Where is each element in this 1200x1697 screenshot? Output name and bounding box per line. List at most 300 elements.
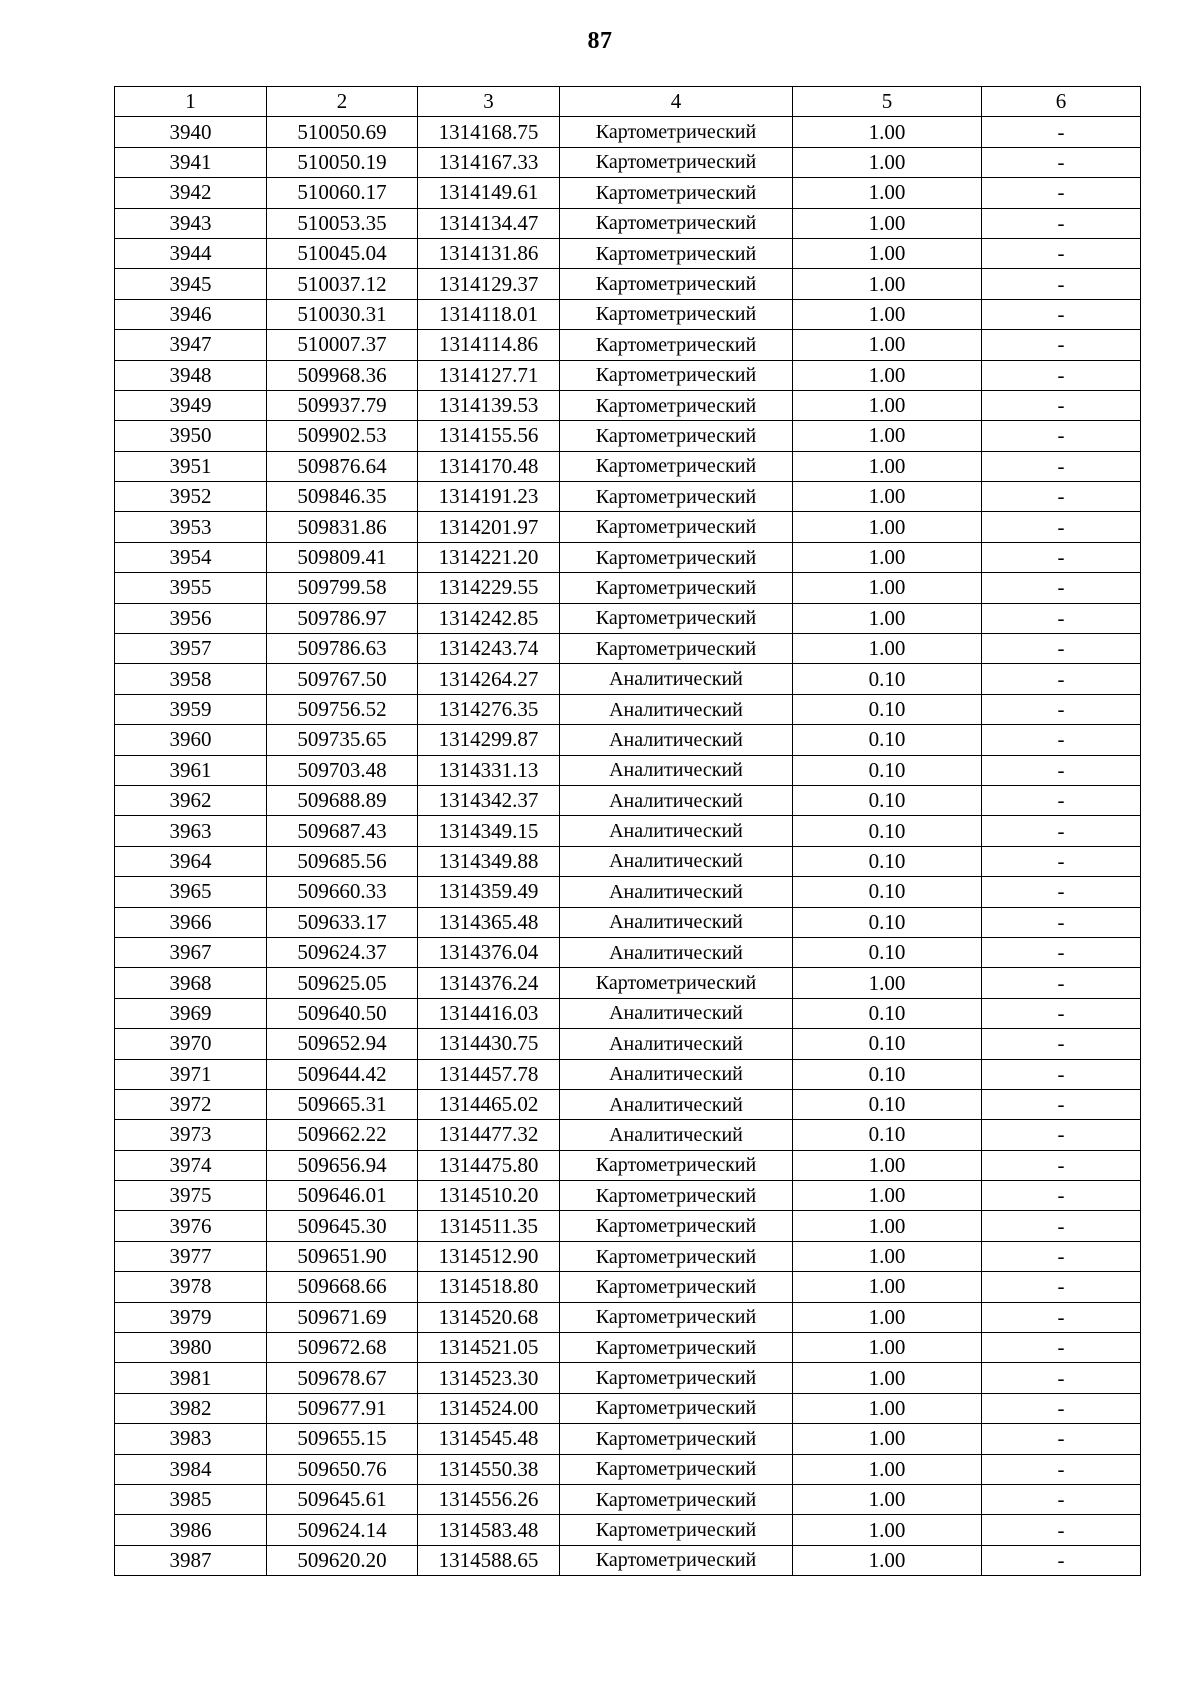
accuracy-cell: 1.00: [793, 299, 982, 329]
x-coordinate-cell: 509645.30: [267, 1211, 418, 1241]
method-cell: Аналитический: [560, 694, 793, 724]
note-cell: -: [982, 542, 1141, 572]
y-coordinate-cell: 1314511.35: [418, 1211, 560, 1241]
note-cell: -: [982, 1120, 1141, 1150]
method-cell: Аналитический: [560, 1059, 793, 1089]
x-coordinate-cell: 509640.50: [267, 998, 418, 1028]
point-number-cell: 3977: [115, 1241, 267, 1271]
y-coordinate-cell: 1314118.01: [418, 299, 560, 329]
accuracy-cell: 1.00: [793, 421, 982, 451]
table-row: [115, 542, 1141, 572]
note-cell: -: [982, 269, 1141, 299]
accuracy-cell: 1.00: [793, 1211, 982, 1241]
y-coordinate-cell: 1314518.80: [418, 1272, 560, 1302]
method-cell: Картометрический: [560, 512, 793, 542]
point-number-cell: 3981: [115, 1363, 267, 1393]
point-number-cell: 3969: [115, 998, 267, 1028]
x-coordinate-cell: 510007.37: [267, 330, 418, 360]
note-cell: -: [982, 1211, 1141, 1241]
y-coordinate-cell: 1314114.86: [418, 330, 560, 360]
table-row: [115, 1089, 1141, 1119]
note-cell: -: [982, 421, 1141, 451]
method-cell: Картометрический: [560, 1515, 793, 1545]
y-coordinate-cell: 1314523.30: [418, 1363, 560, 1393]
note-cell: -: [982, 178, 1141, 208]
x-coordinate-cell: 509662.22: [267, 1120, 418, 1150]
x-coordinate-cell: 509665.31: [267, 1089, 418, 1119]
note-cell: -: [982, 238, 1141, 268]
accuracy-cell: 1.00: [793, 1150, 982, 1180]
y-coordinate-cell: 1314510.20: [418, 1181, 560, 1211]
point-number-cell: 3968: [115, 968, 267, 998]
x-coordinate-cell: 509968.36: [267, 360, 418, 390]
table-row: [115, 1545, 1141, 1575]
point-number-cell: 3961: [115, 755, 267, 785]
table-body: [115, 117, 1141, 1576]
table-row: [115, 1302, 1141, 1332]
x-coordinate-cell: 509660.33: [267, 877, 418, 907]
method-cell: Картометрический: [560, 1150, 793, 1180]
y-coordinate-cell: 1314524.00: [418, 1393, 560, 1423]
point-number-cell: 3955: [115, 573, 267, 603]
point-number-cell: 3953: [115, 512, 267, 542]
x-coordinate-cell: 509786.97: [267, 603, 418, 633]
point-number-cell: 3983: [115, 1424, 267, 1454]
x-coordinate-cell: 510030.31: [267, 299, 418, 329]
table-row: [115, 330, 1141, 360]
x-coordinate-cell: 510050.69: [267, 117, 418, 147]
note-cell: -: [982, 816, 1141, 846]
method-cell: Картометрический: [560, 1393, 793, 1423]
y-coordinate-cell: 1314349.15: [418, 816, 560, 846]
x-coordinate-cell: 509672.68: [267, 1333, 418, 1363]
accuracy-cell: 0.10: [793, 816, 982, 846]
y-coordinate-cell: 1314127.71: [418, 360, 560, 390]
accuracy-cell: 1.00: [793, 269, 982, 299]
accuracy-cell: 1.00: [793, 1333, 982, 1363]
note-cell: -: [982, 1181, 1141, 1211]
point-number-cell: 3973: [115, 1120, 267, 1150]
accuracy-cell: 1.00: [793, 1393, 982, 1423]
column-header: 4: [560, 87, 793, 117]
x-coordinate-cell: 510050.19: [267, 147, 418, 177]
x-coordinate-cell: 509668.66: [267, 1272, 418, 1302]
accuracy-cell: 1.00: [793, 451, 982, 481]
note-cell: -: [982, 634, 1141, 664]
point-number-cell: 3962: [115, 785, 267, 815]
note-cell: -: [982, 998, 1141, 1028]
note-cell: -: [982, 968, 1141, 998]
y-coordinate-cell: 1314550.38: [418, 1454, 560, 1484]
table-row: [115, 785, 1141, 815]
note-cell: -: [982, 1089, 1141, 1119]
accuracy-cell: 1.00: [793, 147, 982, 177]
point-number-cell: 3974: [115, 1150, 267, 1180]
y-coordinate-cell: 1314477.32: [418, 1120, 560, 1150]
y-coordinate-cell: 1314170.48: [418, 451, 560, 481]
method-cell: Картометрический: [560, 1302, 793, 1332]
table-row: [115, 512, 1141, 542]
method-cell: Картометрический: [560, 421, 793, 451]
table-row: [115, 1333, 1141, 1363]
accuracy-cell: 0.10: [793, 998, 982, 1028]
y-coordinate-cell: 1314583.48: [418, 1515, 560, 1545]
y-coordinate-cell: 1314376.24: [418, 968, 560, 998]
table-row: [115, 390, 1141, 420]
note-cell: -: [982, 937, 1141, 967]
y-coordinate-cell: 1314416.03: [418, 998, 560, 1028]
note-cell: -: [982, 1029, 1141, 1059]
method-cell: Картометрический: [560, 208, 793, 238]
note-cell: -: [982, 603, 1141, 633]
x-coordinate-cell: 509677.91: [267, 1393, 418, 1423]
y-coordinate-cell: 1314331.13: [418, 755, 560, 785]
accuracy-cell: 1.00: [793, 208, 982, 238]
note-cell: -: [982, 877, 1141, 907]
method-cell: Картометрический: [560, 238, 793, 268]
table-row: [115, 725, 1141, 755]
method-cell: Аналитический: [560, 1089, 793, 1119]
point-number-cell: 3956: [115, 603, 267, 633]
point-number-cell: 3942: [115, 178, 267, 208]
y-coordinate-cell: 1314365.48: [418, 907, 560, 937]
table-row: [115, 1029, 1141, 1059]
x-coordinate-cell: 509652.94: [267, 1029, 418, 1059]
accuracy-cell: 1.00: [793, 1484, 982, 1514]
point-number-cell: 3948: [115, 360, 267, 390]
table-row: [115, 1515, 1141, 1545]
note-cell: -: [982, 1484, 1141, 1514]
accuracy-cell: 1.00: [793, 117, 982, 147]
table-row: [115, 937, 1141, 967]
y-coordinate-cell: 1314221.20: [418, 542, 560, 572]
point-number-cell: 3971: [115, 1059, 267, 1089]
x-coordinate-cell: 509687.43: [267, 816, 418, 846]
note-cell: -: [982, 1059, 1141, 1089]
method-cell: Картометрический: [560, 573, 793, 603]
method-cell: Аналитический: [560, 877, 793, 907]
y-coordinate-cell: 1314264.27: [418, 664, 560, 694]
x-coordinate-cell: 509678.67: [267, 1363, 418, 1393]
y-coordinate-cell: 1314129.37: [418, 269, 560, 299]
x-coordinate-cell: 509656.94: [267, 1150, 418, 1180]
table-row: [115, 1120, 1141, 1150]
accuracy-cell: 1.00: [793, 1181, 982, 1211]
y-coordinate-cell: 1314229.55: [418, 573, 560, 603]
y-coordinate-cell: 1314588.65: [418, 1545, 560, 1575]
x-coordinate-cell: 509624.14: [267, 1515, 418, 1545]
table-row: [115, 1393, 1141, 1423]
y-coordinate-cell: 1314131.86: [418, 238, 560, 268]
note-cell: -: [982, 1150, 1141, 1180]
note-cell: -: [982, 1393, 1141, 1423]
method-cell: Аналитический: [560, 1120, 793, 1150]
note-cell: -: [982, 1241, 1141, 1271]
accuracy-cell: 1.00: [793, 1302, 982, 1332]
table-row: [115, 1272, 1141, 1302]
note-cell: -: [982, 330, 1141, 360]
accuracy-cell: 0.10: [793, 1059, 982, 1089]
accuracy-cell: 0.10: [793, 755, 982, 785]
y-coordinate-cell: 1314276.35: [418, 694, 560, 724]
y-coordinate-cell: 1314242.85: [418, 603, 560, 633]
method-cell: Картометрический: [560, 968, 793, 998]
method-cell: Картометрический: [560, 299, 793, 329]
y-coordinate-cell: 1314168.75: [418, 117, 560, 147]
method-cell: Аналитический: [560, 998, 793, 1028]
column-header: 5: [793, 87, 982, 117]
header-row: [115, 87, 1141, 117]
y-coordinate-cell: 1314359.49: [418, 877, 560, 907]
accuracy-cell: 0.10: [793, 1029, 982, 1059]
accuracy-cell: 1.00: [793, 390, 982, 420]
table-row: [115, 1424, 1141, 1454]
point-number-cell: 3964: [115, 846, 267, 876]
method-cell: Картометрический: [560, 1454, 793, 1484]
y-coordinate-cell: 1314521.05: [418, 1333, 560, 1363]
accuracy-cell: 1.00: [793, 573, 982, 603]
x-coordinate-cell: 509624.37: [267, 937, 418, 967]
x-coordinate-cell: 509937.79: [267, 390, 418, 420]
y-coordinate-cell: 1314299.87: [418, 725, 560, 755]
accuracy-cell: 1.00: [793, 968, 982, 998]
x-coordinate-cell: 509902.53: [267, 421, 418, 451]
y-coordinate-cell: 1314556.26: [418, 1484, 560, 1514]
accuracy-cell: 0.10: [793, 664, 982, 694]
accuracy-cell: 1.00: [793, 238, 982, 268]
accuracy-cell: 1.00: [793, 1272, 982, 1302]
accuracy-cell: 0.10: [793, 907, 982, 937]
accuracy-cell: 1.00: [793, 1515, 982, 1545]
accuracy-cell: 0.10: [793, 877, 982, 907]
table-row: [115, 451, 1141, 481]
x-coordinate-cell: 509703.48: [267, 755, 418, 785]
table-row: [115, 482, 1141, 512]
note-cell: -: [982, 1333, 1141, 1363]
x-coordinate-cell: 509650.76: [267, 1454, 418, 1484]
accuracy-cell: 1.00: [793, 360, 982, 390]
accuracy-cell: 0.10: [793, 937, 982, 967]
note-cell: -: [982, 1272, 1141, 1302]
table-row: [115, 178, 1141, 208]
y-coordinate-cell: 1314430.75: [418, 1029, 560, 1059]
note-cell: -: [982, 512, 1141, 542]
column-header: 3: [418, 87, 560, 117]
accuracy-cell: 0.10: [793, 725, 982, 755]
note-cell: -: [982, 907, 1141, 937]
y-coordinate-cell: 1314134.47: [418, 208, 560, 238]
table-row: [115, 694, 1141, 724]
method-cell: Картометрический: [560, 451, 793, 481]
accuracy-cell: 1.00: [793, 1424, 982, 1454]
table-row: [115, 208, 1141, 238]
method-cell: Аналитический: [560, 664, 793, 694]
point-number-cell: 3957: [115, 634, 267, 664]
table-row: [115, 664, 1141, 694]
x-coordinate-cell: 509685.56: [267, 846, 418, 876]
point-number-cell: 3984: [115, 1454, 267, 1484]
method-cell: Аналитический: [560, 725, 793, 755]
column-header: 1: [115, 87, 267, 117]
point-number-cell: 3950: [115, 421, 267, 451]
method-cell: Картометрический: [560, 1241, 793, 1271]
y-coordinate-cell: 1314243.74: [418, 634, 560, 664]
y-coordinate-cell: 1314520.68: [418, 1302, 560, 1332]
accuracy-cell: 1.00: [793, 1545, 982, 1575]
point-number-cell: 3952: [115, 482, 267, 512]
method-cell: Картометрический: [560, 178, 793, 208]
note-cell: -: [982, 1515, 1141, 1545]
table-row: [115, 1211, 1141, 1241]
accuracy-cell: 0.10: [793, 694, 982, 724]
note-cell: -: [982, 664, 1141, 694]
x-coordinate-cell: 509767.50: [267, 664, 418, 694]
note-cell: -: [982, 147, 1141, 177]
table-row: [115, 755, 1141, 785]
x-coordinate-cell: 509786.63: [267, 634, 418, 664]
column-header: 2: [267, 87, 418, 117]
x-coordinate-cell: 510045.04: [267, 238, 418, 268]
note-cell: -: [982, 785, 1141, 815]
point-number-cell: 3980: [115, 1333, 267, 1363]
method-cell: Картометрический: [560, 1272, 793, 1302]
method-cell: Картометрический: [560, 1424, 793, 1454]
method-cell: Картометрический: [560, 603, 793, 633]
point-number-cell: 3960: [115, 725, 267, 755]
note-cell: -: [982, 390, 1141, 420]
y-coordinate-cell: 1314191.23: [418, 482, 560, 512]
table-row: [115, 1454, 1141, 1484]
method-cell: Картометрический: [560, 360, 793, 390]
x-coordinate-cell: 510060.17: [267, 178, 418, 208]
method-cell: Аналитический: [560, 816, 793, 846]
point-number-cell: 3943: [115, 208, 267, 238]
method-cell: Картометрический: [560, 117, 793, 147]
x-coordinate-cell: 509645.61: [267, 1484, 418, 1514]
table-row: [115, 1059, 1141, 1089]
x-coordinate-cell: 509655.15: [267, 1424, 418, 1454]
table-row: [115, 238, 1141, 268]
x-coordinate-cell: 509756.52: [267, 694, 418, 724]
table-row: [115, 634, 1141, 664]
accuracy-cell: 0.10: [793, 1120, 982, 1150]
x-coordinate-cell: 509831.86: [267, 512, 418, 542]
point-number-cell: 3949: [115, 390, 267, 420]
column-header: 6: [982, 87, 1141, 117]
note-cell: -: [982, 573, 1141, 603]
x-coordinate-cell: 509646.01: [267, 1181, 418, 1211]
accuracy-cell: 1.00: [793, 603, 982, 633]
x-coordinate-cell: 510037.12: [267, 269, 418, 299]
y-coordinate-cell: 1314545.48: [418, 1424, 560, 1454]
x-coordinate-cell: 509651.90: [267, 1241, 418, 1271]
point-number-cell: 3959: [115, 694, 267, 724]
x-coordinate-cell: 509799.58: [267, 573, 418, 603]
y-coordinate-cell: 1314457.78: [418, 1059, 560, 1089]
note-cell: -: [982, 360, 1141, 390]
y-coordinate-cell: 1314149.61: [418, 178, 560, 208]
note-cell: -: [982, 1302, 1141, 1332]
x-coordinate-cell: 509735.65: [267, 725, 418, 755]
table-row: [115, 998, 1141, 1028]
y-coordinate-cell: 1314475.80: [418, 1150, 560, 1180]
accuracy-cell: 1.00: [793, 482, 982, 512]
method-cell: Аналитический: [560, 846, 793, 876]
method-cell: Картометрический: [560, 390, 793, 420]
point-number-cell: 3947: [115, 330, 267, 360]
table-row: [115, 117, 1141, 147]
x-coordinate-cell: 509809.41: [267, 542, 418, 572]
point-number-cell: 3985: [115, 1484, 267, 1514]
accuracy-cell: 1.00: [793, 1454, 982, 1484]
note-cell: -: [982, 451, 1141, 481]
note-cell: -: [982, 1545, 1141, 1575]
point-number-cell: 3986: [115, 1515, 267, 1545]
point-number-cell: 3940: [115, 117, 267, 147]
x-coordinate-cell: 509644.42: [267, 1059, 418, 1089]
method-cell: Картометрический: [560, 269, 793, 299]
point-number-cell: 3946: [115, 299, 267, 329]
note-cell: -: [982, 208, 1141, 238]
method-cell: Картометрический: [560, 1211, 793, 1241]
method-cell: Аналитический: [560, 907, 793, 937]
y-coordinate-cell: 1314376.04: [418, 937, 560, 967]
y-coordinate-cell: 1314342.37: [418, 785, 560, 815]
method-cell: Картометрический: [560, 542, 793, 572]
method-cell: Аналитический: [560, 785, 793, 815]
note-cell: -: [982, 694, 1141, 724]
method-cell: Картометрический: [560, 1545, 793, 1575]
point-number-cell: 3941: [115, 147, 267, 177]
accuracy-cell: 0.10: [793, 785, 982, 815]
table-row: [115, 1181, 1141, 1211]
note-cell: -: [982, 846, 1141, 876]
table-row: [115, 816, 1141, 846]
note-cell: -: [982, 1363, 1141, 1393]
x-coordinate-cell: 509671.69: [267, 1302, 418, 1332]
note-cell: -: [982, 482, 1141, 512]
x-coordinate-cell: 510053.35: [267, 208, 418, 238]
accuracy-cell: 1.00: [793, 512, 982, 542]
accuracy-cell: 1.00: [793, 1241, 982, 1271]
point-number-cell: 3978: [115, 1272, 267, 1302]
accuracy-cell: 1.00: [793, 178, 982, 208]
accuracy-cell: 0.10: [793, 1089, 982, 1119]
accuracy-cell: 1.00: [793, 542, 982, 572]
table-row: [115, 603, 1141, 633]
method-cell: Картометрический: [560, 1181, 793, 1211]
point-number-cell: 3945: [115, 269, 267, 299]
note-cell: -: [982, 299, 1141, 329]
note-cell: -: [982, 725, 1141, 755]
point-number-cell: 3975: [115, 1181, 267, 1211]
x-coordinate-cell: 509633.17: [267, 907, 418, 937]
table-row: [115, 846, 1141, 876]
table-row: [115, 1484, 1141, 1514]
table-row: [115, 360, 1141, 390]
y-coordinate-cell: 1314155.56: [418, 421, 560, 451]
y-coordinate-cell: 1314465.02: [418, 1089, 560, 1119]
table-row: [115, 147, 1141, 177]
coordinates-table: [114, 86, 1141, 1576]
table-row: [115, 907, 1141, 937]
table-row: [115, 1241, 1141, 1271]
table-row: [115, 1150, 1141, 1180]
x-coordinate-cell: 509620.20: [267, 1545, 418, 1575]
table-header: [115, 87, 1141, 117]
method-cell: Картометрический: [560, 330, 793, 360]
y-coordinate-cell: 1314201.97: [418, 512, 560, 542]
